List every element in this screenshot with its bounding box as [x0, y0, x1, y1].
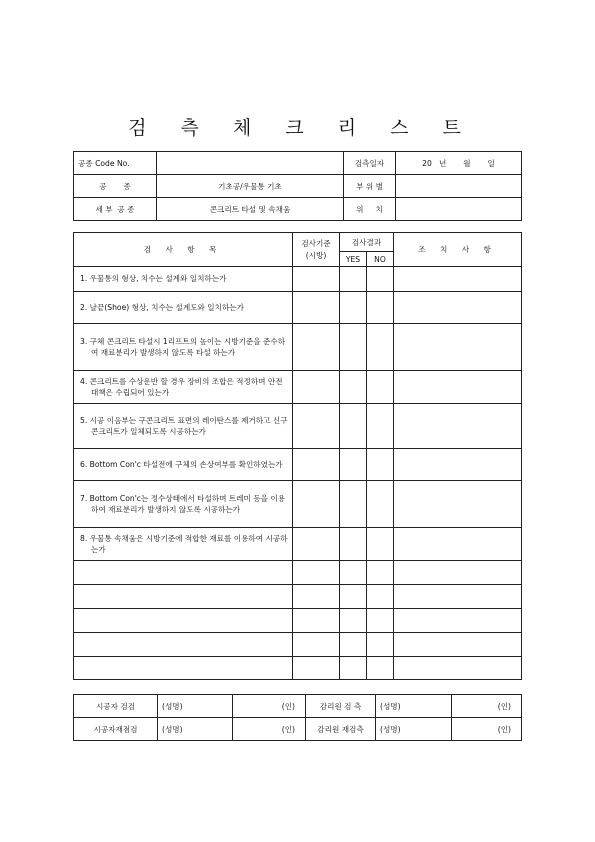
contractor-check-seal[interactable]: (인) [233, 695, 306, 718]
item-cell[interactable] [74, 609, 293, 633]
check-item-3: 3. 구체 콘크리트 타설시 1리프트의 높이는 시방기준을 준수하여 재료분리가 발생하지 않도록 타설 하는가 [74, 324, 293, 371]
action-cell[interactable] [394, 528, 522, 561]
table-row [74, 585, 522, 609]
header-item: 검 사 항 목 [74, 233, 293, 267]
yes-cell[interactable] [340, 657, 367, 680]
action-cell[interactable] [394, 585, 522, 609]
no-cell[interactable] [367, 585, 394, 609]
yes-cell[interactable] [340, 324, 367, 371]
no-cell[interactable] [367, 609, 394, 633]
contractor-check-name[interactable]: (성명) [158, 695, 233, 718]
dept-label: 부 위 별 [344, 175, 396, 198]
action-cell[interactable] [394, 267, 522, 292]
header-result: 검사결과 [340, 233, 394, 252]
yes-cell[interactable] [340, 528, 367, 561]
checklist-table [73, 232, 522, 680]
criteria-cell[interactable] [293, 449, 340, 481]
page-title: 검 측 체 크 리 스 트 [128, 117, 475, 139]
header-yes: YES [340, 252, 367, 267]
criteria-cell[interactable] [293, 267, 340, 292]
work-label: 공 종 [74, 175, 157, 198]
no-cell[interactable] [367, 292, 394, 324]
action-cell[interactable] [394, 609, 522, 633]
criteria-cell[interactable] [293, 609, 340, 633]
table-row [74, 609, 522, 633]
criteria-cell[interactable] [293, 481, 340, 528]
item-cell[interactable] [74, 633, 293, 657]
code-value[interactable] [157, 152, 344, 175]
criteria-cell[interactable] [293, 404, 340, 449]
code-label: 공종 Code No. [74, 152, 157, 175]
criteria-cell[interactable] [293, 528, 340, 561]
action-cell[interactable] [394, 404, 522, 449]
header-no: NO [367, 252, 394, 267]
table-row [74, 657, 522, 680]
action-cell[interactable] [394, 371, 522, 404]
criteria-cell[interactable] [293, 633, 340, 657]
no-cell[interactable] [367, 657, 394, 680]
supervisor-inspect-name[interactable]: (성명) [376, 695, 452, 718]
no-cell[interactable] [367, 633, 394, 657]
header-action: 조 치 사 항 [394, 233, 522, 267]
action-cell[interactable] [394, 657, 522, 680]
yes-cell[interactable] [340, 585, 367, 609]
action-cell[interactable] [394, 324, 522, 371]
no-cell[interactable] [367, 528, 394, 561]
check-item-7: 7. Bottom Con'c는 정수상태에서 타설하며 트레미 등을 이용하여 재료분리가 발생하지 않도록 시공하는가 [74, 481, 293, 528]
supervisor-inspect-seal[interactable]: (인) [452, 695, 522, 718]
detail-value[interactable]: 콘크리트 타설 및 속채움 [157, 198, 344, 221]
table-row [74, 633, 522, 657]
criteria-cell[interactable] [293, 324, 340, 371]
supervisor-reinspect-name[interactable]: (성명) [376, 718, 452, 741]
date-value[interactable]: 20 년 월 일 [396, 152, 522, 175]
no-cell[interactable] [367, 481, 394, 528]
dept-value[interactable] [396, 175, 522, 198]
action-cell[interactable] [394, 292, 522, 324]
criteria-cell[interactable] [293, 561, 340, 585]
action-cell[interactable] [394, 481, 522, 528]
criteria-cell[interactable] [293, 292, 340, 324]
no-cell[interactable] [367, 267, 394, 292]
yes-cell[interactable] [340, 609, 367, 633]
action-cell[interactable] [394, 633, 522, 657]
signature-table [73, 694, 522, 741]
yes-cell[interactable] [340, 481, 367, 528]
yes-cell[interactable] [340, 633, 367, 657]
check-item-4: 4. 콘크리트를 수상운반 할 경우 장비의 조합은 적정하며 안전대책은 수립되어 있는가 [74, 371, 293, 404]
contractor-recheck-label: 시공자재점검 [74, 718, 158, 741]
yes-cell[interactable] [340, 292, 367, 324]
yes-cell[interactable] [340, 561, 367, 585]
item-cell[interactable] [74, 657, 293, 680]
detail-label: 세 부 공 종 [74, 198, 157, 221]
action-cell[interactable] [394, 561, 522, 585]
no-cell[interactable] [367, 404, 394, 449]
location-label: 위 치 [344, 198, 396, 221]
check-item-5: 5. 시공 이음부는 구콘크리트 표면의 레이탄스를 제거하고 신구콘크리트가 일체되도록 시공하는가 [74, 404, 293, 449]
supervisor-reinspect-label: 감리원 재검측 [306, 718, 376, 741]
item-cell[interactable] [74, 585, 293, 609]
contractor-recheck-seal[interactable]: (인) [233, 718, 306, 741]
contractor-recheck-name[interactable]: (성명) [158, 718, 233, 741]
location-value[interactable] [396, 198, 522, 221]
no-cell[interactable] [367, 449, 394, 481]
action-cell[interactable] [394, 449, 522, 481]
info-table [73, 151, 522, 221]
no-cell[interactable] [367, 324, 394, 371]
no-cell[interactable] [367, 561, 394, 585]
yes-cell[interactable] [340, 267, 367, 292]
item-cell[interactable] [74, 561, 293, 585]
supervisor-inspect-label: 감리원 검 측 [306, 695, 376, 718]
yes-cell[interactable] [340, 404, 367, 449]
work-value[interactable]: 기초공/우물통 기초 [157, 175, 344, 198]
check-item-2: 2. 날끝(Shoe) 형상, 치수는 설계도와 일치하는가 [74, 292, 293, 324]
header-criteria: 검사기준 (시방) [293, 233, 340, 267]
supervisor-reinspect-seal[interactable]: (인) [452, 718, 522, 741]
yes-cell[interactable] [340, 371, 367, 404]
date-label: 검측일자 [344, 152, 396, 175]
criteria-cell[interactable] [293, 657, 340, 680]
contractor-check-label: 시공자 검검 [74, 695, 158, 718]
check-item-6: 6. Bottom Con'c 타설전에 구체의 손상여부를 확인하였는가 [74, 449, 293, 481]
no-cell[interactable] [367, 371, 394, 404]
criteria-cell[interactable] [293, 371, 340, 404]
criteria-cell[interactable] [293, 585, 340, 609]
yes-cell[interactable] [340, 449, 367, 481]
check-item-1: 1. 우물통의 형상, 치수는 설계와 일치하는가 [74, 267, 293, 292]
table-row [74, 561, 522, 585]
check-item-8: 8. 우물통 속채움은 시방기준에 적합한 재료를 이용하여 시공하는가 [74, 528, 293, 561]
